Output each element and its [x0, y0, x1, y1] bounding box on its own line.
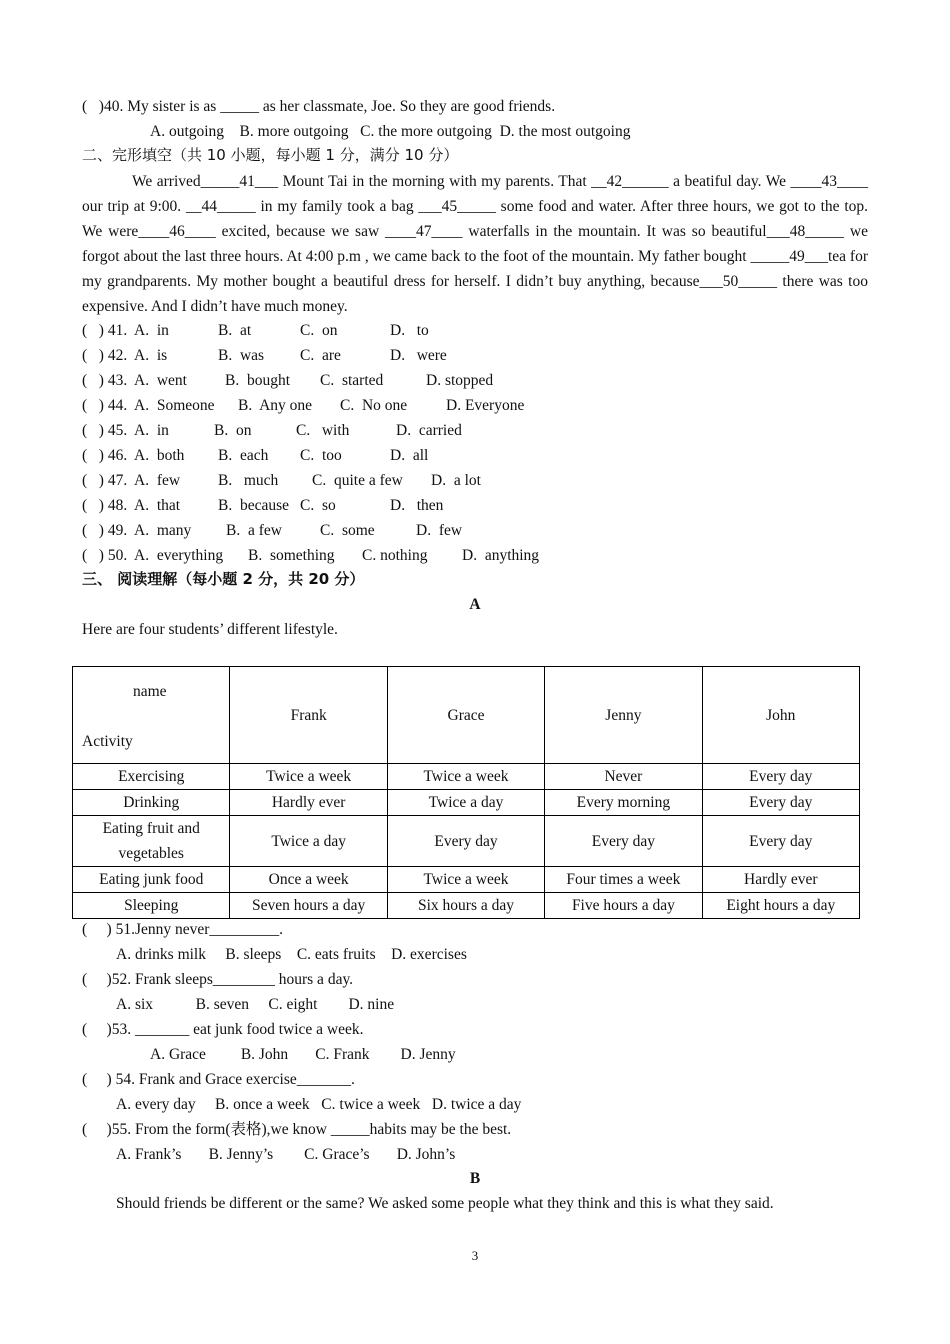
- cloze-question-number: ( ) 45.: [82, 422, 128, 439]
- question-55-options: A. Frank’s B. Jenny’s C. Grace’s D. John’s: [116, 1146, 456, 1163]
- question-54-stem: ( ) 54. Frank and Grace exercise_______.: [82, 1071, 355, 1088]
- table-row: [73, 764, 860, 790]
- table-cell: Twice a week: [387, 867, 544, 893]
- cloze-question-number: ( ) 49.: [82, 522, 128, 539]
- table-cell: Seven hours a day: [230, 893, 387, 919]
- cloze-option: C. No one: [340, 397, 408, 414]
- part-a-intro: Here are four students’ different lifestyle.: [82, 621, 338, 638]
- cloze-passage: We arrived_____41___ Mount Tai in the morning with my parents. That __42______ a beatiful day. We ____43____ our trip at 9:00. __44_____ in my family took a bag ___45_____ some food and water. After three hours, we got to the top. We were____46____ excited, because we saw ____47____ waterfalls in the mountain. It was so beautiful___48_____ we forgot about the last three hours. At 4:00 p.m , we came back to the foot of the mountain. My father bought _____49___tea for my grandparents. My mother bought a beautiful dress for herself. I didn’t buy anything, because___50_____ there was too expensive. And I didn’t have much money.: [82, 173, 868, 315]
- header-student: Frank: [230, 667, 387, 764]
- table-cell: Every day: [387, 816, 544, 867]
- lifestyle-table: [72, 666, 860, 919]
- table-cell: Six hours a day: [387, 893, 544, 919]
- header-activity-label: Activity: [82, 733, 133, 750]
- cloze-option: A. is: [134, 347, 168, 364]
- table-cell: Every morning: [545, 790, 702, 816]
- cloze-question-number: ( ) 47.: [82, 472, 128, 489]
- table-cell: Every day: [702, 764, 859, 790]
- activity-cell: Sleeping: [73, 893, 230, 919]
- table-cell: Eight hours a day: [702, 893, 859, 919]
- cloze-option: D. to: [390, 322, 429, 339]
- cloze-option: D. were: [390, 347, 447, 364]
- cloze-option: A. went: [134, 372, 187, 389]
- cloze-option: A. few: [134, 472, 181, 489]
- header-student: Grace: [387, 667, 544, 764]
- table-cell: Five hours a day: [545, 893, 702, 919]
- page-number: 3: [471, 1248, 479, 1263]
- table-row: [73, 816, 860, 867]
- header-student: Jenny: [545, 667, 702, 764]
- question-51-stem: ( ) 51.Jenny never_________.: [82, 921, 284, 938]
- cloze-question-number: ( ) 46.: [82, 447, 128, 464]
- cloze-option: A. both: [134, 447, 185, 464]
- part-b-heading: B: [469, 1170, 481, 1187]
- table-cell: Every day: [545, 816, 702, 867]
- table-cell: Once a week: [230, 867, 387, 893]
- table-row: [73, 867, 860, 893]
- cloze-option: C. nothing: [362, 547, 428, 564]
- cloze-option: B. a few: [226, 522, 282, 539]
- cloze-option: D. stopped: [426, 372, 494, 389]
- activity-cell: Drinking: [73, 790, 230, 816]
- cloze-option: D. a lot: [431, 472, 481, 489]
- cloze-option: D. anything: [462, 547, 540, 564]
- activity-line: Eating fruit and: [102, 820, 200, 837]
- cloze-option: C. so: [300, 497, 336, 514]
- cloze-option: A. in: [134, 322, 169, 339]
- table-cell: Twice a day: [387, 790, 544, 816]
- cloze-option: C. some: [320, 522, 375, 539]
- cloze-option: B. bought: [225, 372, 291, 389]
- question-54-options: A. every day B. once a week C. twice a week D. twice a day: [116, 1096, 522, 1113]
- question-52-stem: ( )52. Frank sleeps________ hours a day.: [82, 971, 354, 988]
- cloze-option: B. something: [248, 547, 335, 564]
- question-40-stem: ( )40. My sister is as _____ as her classmate, Joe. So they are good friends.: [82, 98, 556, 115]
- cloze-option: D. carried: [396, 422, 462, 439]
- question-53-stem: ( )53. _______ eat junk food twice a week.: [82, 1021, 364, 1038]
- header-name-label: name: [133, 683, 167, 700]
- question-51-options: A. drinks milk B. sleeps C. eats fruits D. exercises: [116, 946, 467, 963]
- cloze-option: C. are: [300, 347, 341, 364]
- cloze-option: B. because: [218, 497, 290, 514]
- cloze-question-number: ( ) 48.: [82, 497, 128, 514]
- activity-line: vegetables: [118, 845, 184, 862]
- table-cell: Every day: [702, 790, 859, 816]
- cloze-question-number: ( ) 41.: [82, 322, 128, 339]
- question-55-stem: ( )55. From the form(表格),we know _____habits may be the best.: [82, 1121, 512, 1138]
- activity-cell: Exercising: [73, 764, 230, 790]
- part-b-intro: Should friends be different or the same? We asked some people what they think and this is what they said.: [116, 1195, 774, 1212]
- cloze-option: D. all: [390, 447, 429, 464]
- table-header-row: [73, 667, 860, 764]
- table-cell: Twice a week: [387, 764, 544, 790]
- cloze-question-number: ( ) 43.: [82, 372, 128, 389]
- table-cell: Never: [545, 764, 702, 790]
- table-cell: Hardly ever: [230, 790, 387, 816]
- section-3-title: 三、 阅读理解（每小题 2 分，共 20 分）: [82, 570, 365, 588]
- question-40-options: A. outgoing B. more outgoing C. the more outgoing D. the most outgoing: [150, 123, 631, 140]
- cloze-option: C. quite a few: [312, 472, 403, 489]
- cloze-question-number: ( ) 42.: [82, 347, 128, 364]
- question-53-options: A. Grace B. John C. Frank D. Jenny: [150, 1046, 456, 1063]
- cloze-option: B. on: [214, 422, 252, 439]
- cloze-question-number: ( ) 44.: [82, 397, 128, 414]
- activity-cell: [73, 816, 230, 867]
- table-cell: Every day: [702, 816, 859, 867]
- question-52-options: A. six B. seven C. eight D. nine: [116, 996, 395, 1013]
- table-cell: Twice a day: [230, 816, 387, 867]
- table-cell: Hardly ever: [702, 867, 859, 893]
- cloze-option: B. Any one: [238, 397, 313, 414]
- cloze-option: B. was: [218, 347, 265, 364]
- cloze-option: B. each: [218, 447, 269, 464]
- cloze-option: C. too: [300, 447, 342, 464]
- table-row: [73, 790, 860, 816]
- section-2-title: 二、完形填空（共 10 小题，每小题 1 分，满分 10 分）: [82, 146, 459, 164]
- cloze-option: C. started: [320, 372, 384, 389]
- cloze-option: A. in: [134, 422, 169, 439]
- table-cell: Twice a week: [230, 764, 387, 790]
- cloze-option: B. much: [218, 472, 279, 489]
- cloze-option: D. Everyone: [446, 397, 525, 414]
- table-row: [73, 893, 860, 919]
- activity-cell: Eating junk food: [73, 867, 230, 893]
- header-corner-cell: [73, 667, 230, 764]
- cloze-option: D. few: [416, 522, 463, 539]
- cloze-option: A. many: [134, 522, 192, 539]
- cloze-option: A. Someone: [134, 397, 215, 414]
- cloze-option: B. at: [218, 322, 252, 339]
- header-student: John: [702, 667, 859, 764]
- cloze-option: C. on: [300, 322, 338, 339]
- cloze-option: A. that: [134, 497, 181, 514]
- cloze-option: A. everything: [134, 547, 224, 564]
- part-a-heading: A: [469, 596, 481, 613]
- cloze-question-number: ( ) 50.: [82, 547, 128, 564]
- cloze-option: C. with: [296, 422, 350, 439]
- table-cell: Four times a week: [545, 867, 702, 893]
- cloze-option: D. then: [390, 497, 444, 514]
